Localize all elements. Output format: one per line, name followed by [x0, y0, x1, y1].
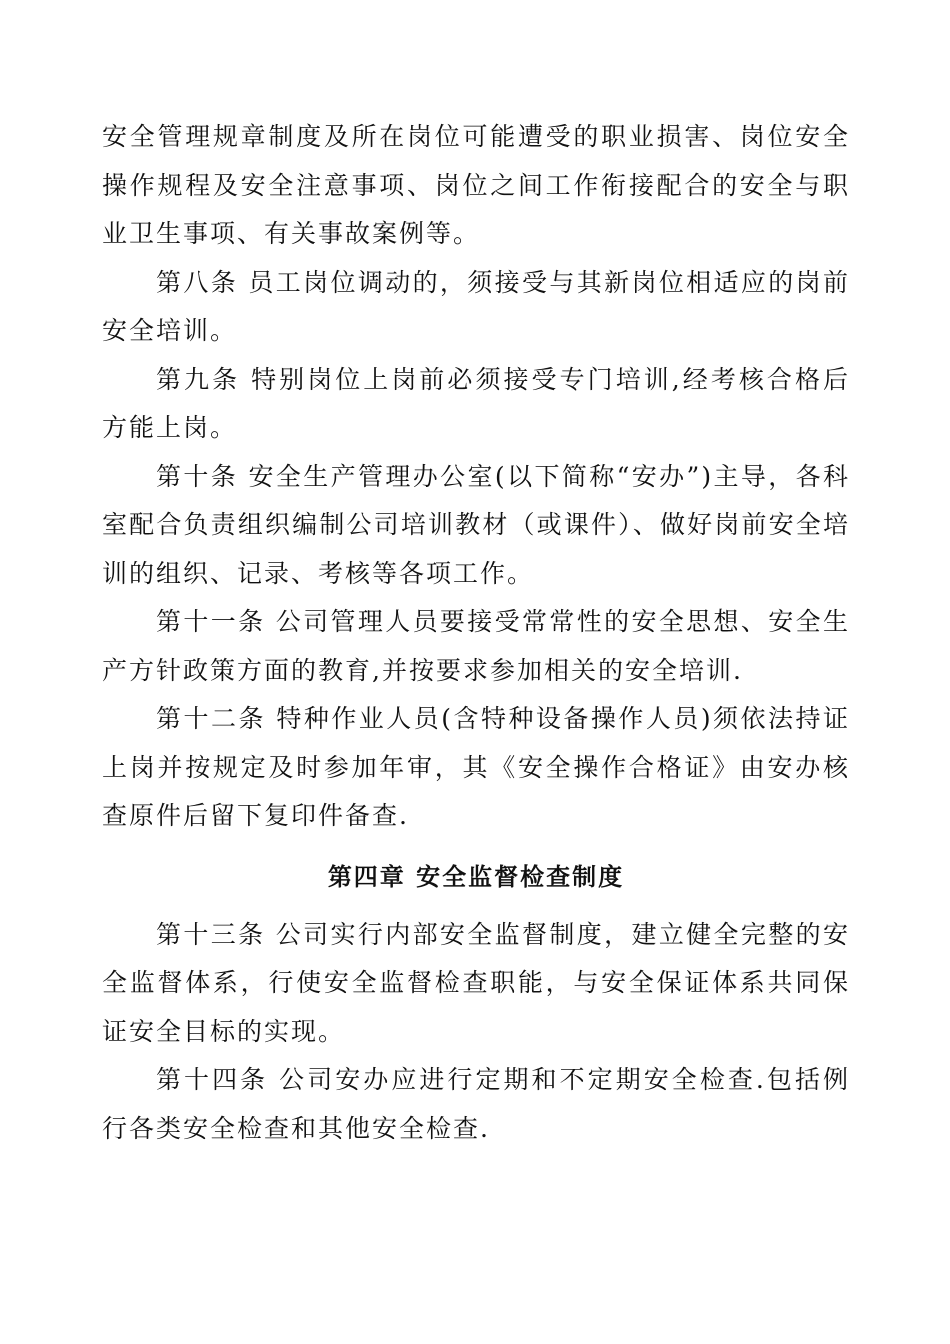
article-12: 第十二条 特种作业人员(含特种设备操作人员)须依法持证上岗并按规定及时参加年审，其《安全操作合格证》由安办核查原件后留下复印件备查.	[102, 704, 850, 830]
paragraph-continuation: 安全管理规章制度及所在岗位可能遭受的职业损害、岗位安全操作规程及安全注意事项、岗位之间工作衔接配合的安全与职业卫生事项、有关事故案例等。	[102, 122, 850, 248]
article-8: 第八条 员工岗位调动的，须接受与其新岗位相适应的岗前安全培训。	[102, 267, 850, 345]
article-11: 第十一条 公司管理人员要接受常常性的安全思想、安全生产方针政策方面的教育,并按要求参加相关的安全培训.	[102, 607, 850, 685]
article-9: 第九条 特别岗位上岗前必须接受专门培训,经考核合格后方能上岗。	[102, 364, 850, 442]
article-14: 第十四条 公司安办应进行定期和不定期安全检查.包括例行各类安全检查和其他安全检查.	[102, 1065, 850, 1143]
chapter-title: 第四章 安全监督检查制度	[327, 862, 625, 891]
document-page	[102, 113, 850, 1153]
article-13: 第十三条 公司实行内部安全监督制度，建立健全完整的安全监督体系，行使安全监督检查职能，与安全保证体系共同保证安全目标的实现。	[102, 919, 850, 1046]
article-10: 第十条 安全生产管理办公室(以下简称“安办”)主导，各科室配合负责组织编制公司培训教材（或课件）、做好岗前安全培训的组织、记录、考核等各项工作。	[102, 461, 850, 588]
